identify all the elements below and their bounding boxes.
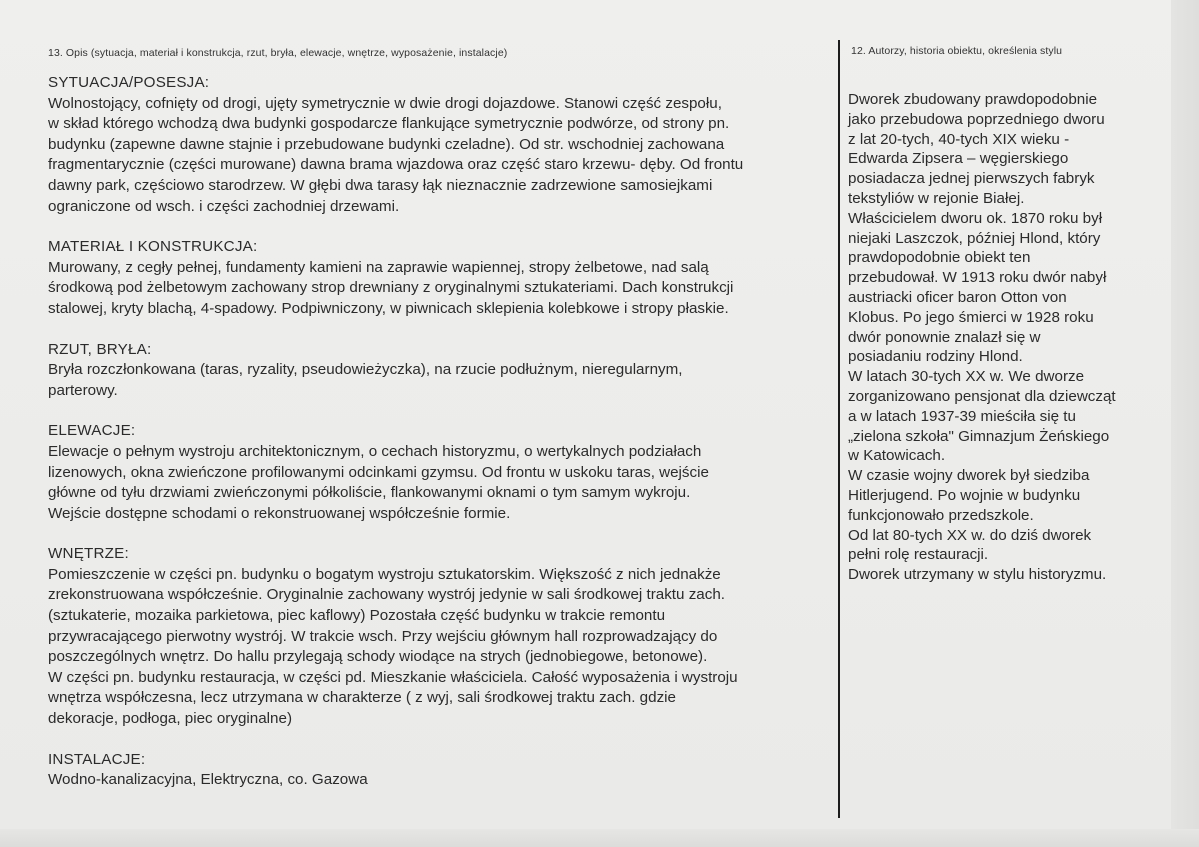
history-line: W czasie wojny dworek był siedziba [848, 467, 1090, 485]
text-line: w skład którego wchodzą dwa budynki gospodarcze flankujące symetrycznie podwórze, od strony pn. [48, 115, 730, 133]
text-line: lizenowych, okna zwieńczone profilowanymi odcinkami gzymsu. Od frontu w uskoku taras, wejście [48, 463, 709, 481]
text-line: parterowy. [48, 381, 118, 399]
section [48, 73, 833, 217]
history-line: w Katowicach. [848, 447, 946, 465]
history-line: zorganizowano pensjonat dla dziewcząt [848, 387, 1116, 405]
history-line: Klobus. Po jego śmierci w 1928 roku [848, 308, 1094, 326]
text-line: Wodno-kanalizacyjna, Elektryczna, co. Gazowa [48, 771, 368, 789]
section-title: RZUT, BRYŁA: [48, 340, 152, 358]
page-edge-bottom [0, 829, 1199, 847]
history-line: funkcjonowało przedszkole. [848, 506, 1034, 524]
section-title: MATERIAŁ I KONSTRUKCJA: [48, 238, 258, 256]
history-line: Od lat 80-tych XX w. do dziś dworek [848, 526, 1092, 544]
history-line: austriacki oficer baron Otton von [848, 288, 1067, 306]
history-line: prawdopodobnie obiekt ten [848, 249, 1031, 267]
section [48, 750, 833, 791]
history-line: z lat 20-tych, 40-tych XIX wieku - [848, 130, 1070, 148]
history-line: pełni rolę restauracji. [848, 546, 989, 564]
history-line: niejaki Laszczok, później Hlond, który [848, 229, 1101, 247]
description-column [48, 73, 833, 811]
text-line: środkową pod żelbetowym zachowany strop drewniany z oryginalnymi sztukateriami. Dach konstrukcji [48, 279, 734, 297]
text-line: W części pn. budynku restauracja, w części pd. Mieszkanie właściciela. Całość wyposażenia i wystroju [48, 668, 738, 686]
text-line: zrekonstruowana współcześnie. Oryginalnie zachowany wystrój jedynie w sali środkowej traktu zach. [48, 586, 725, 604]
history-column [848, 90, 1168, 585]
history-line: dwór ponownie znalazł się w [848, 328, 1041, 346]
text-line: przywracającego pierwotny wystrój. W trakcie wsch. Przy wejściu głównym hall rozprowadzający do [48, 627, 718, 645]
history-line: Edwarda Zipsera – węgierskiego [848, 150, 1069, 168]
history-line: posiadaniu rodziny Hlond. [848, 348, 1023, 366]
section-title: WNĘTRZE: [48, 545, 129, 563]
column-divider [838, 40, 840, 818]
section [48, 340, 833, 402]
text-line: dawny park, częściowo starodrzew. W głębi dwa tarasy łąk nieznacznie zadrzewione samosiejkami [48, 176, 713, 194]
left-column-header: 13. Opis (sytuacja, materiał i konstrukcja, rzut, bryła, elewacje, wnętrze, wyposażenie, instalacje) [48, 47, 508, 59]
page-edge-right [1171, 0, 1199, 847]
text-line: Wejście dostępne schodami o rekonstruowanej współcześnie formie. [48, 504, 511, 522]
text-line: wnętrza współczesna, lecz utrzymana w charakterze ( z wyj, sali środkowej traktu zach. gdzie [48, 689, 676, 707]
right-column-header: 12. Autorzy, historia obiektu, określenia stylu [851, 45, 1063, 57]
section-title: SYTUACJA/POSESJA: [48, 74, 210, 91]
text-line: Elewacje o pełnym wystroju architektonicznym, o cechach historyzmu, o wertykalnych podziałach [48, 442, 702, 460]
text-line: Wolnostojący, cofnięty od drogi, ujęty symetrycznie w dwie drogi dojazdowe. Stanowi część zespołu, [48, 94, 722, 112]
text-line: ograniczone od wsch. i części zachodniej drzewami. [48, 197, 400, 215]
history-line: W latach 30-tych XX w. We dworze [848, 368, 1085, 386]
text-line: Pomieszczenie w części pn. budynku o bogatym wystroju sztukatorskim. Większość z nich jednakże [48, 565, 721, 583]
section [48, 421, 833, 524]
history-line: posiadacza jednej pierwszych fabryk [848, 170, 1095, 188]
history-line: Dworek zbudowany prawdopodobnie [848, 91, 1098, 108]
text-line: Murowany, z cegły pełnej, fundamenty kamieni na zaprawie wapiennej, stropy żelbetowe, nad salą [48, 258, 709, 276]
text-line: stalowej, kryty blachą, 4-spadowy. Podpiwniczony, w piwnicach sklepienia kolebkowe i stropy płaskie. [48, 299, 729, 317]
section-title: ELEWACJE: [48, 422, 136, 440]
history-line: przebudował. W 1913 roku dwór nabył [848, 269, 1107, 287]
text-line: fragmentarycznie (części murowane) dawna brama wjazdowa oraz część staro krzewu- dęby. Od frontu [48, 156, 744, 174]
section [48, 544, 833, 729]
history-line: tekstyliów w rejonie Białej. [848, 189, 1025, 207]
text-line: dekoracje, podłoga, piec oryginalne) [48, 710, 293, 728]
text-line: budynku (zapewne dawne stajnie i przebudowane budynki czeladne). Od str. wschodniej zachowana [48, 135, 725, 153]
text-line: poszczególnych wnętrz. Do hallu przylegają schody wiodące na strych (jednobiegowe, betonowe). [48, 648, 708, 666]
section [48, 237, 833, 319]
history-line: Hitlerjugend. Po wojnie w budynku [848, 486, 1081, 504]
history-line: Właścicielem dworu ok. 1870 roku był [848, 209, 1103, 227]
section-title: INSTALACJE: [48, 750, 146, 768]
history-line: „zielona szkoła" Gimnazjum Żeńskiego [848, 427, 1110, 445]
history-line: jako przebudowa poprzedniego dworu [848, 110, 1105, 128]
history-line: Dworek utrzymany w stylu historyzmu. [848, 566, 1107, 584]
text-line: główne od tyłu drzwiami zwieńczonymi półkoliście, flankowanymi oknami o tym samym wykroju. [48, 484, 691, 502]
text-line: Bryła rozczłonkowana (taras, ryzality, pseudowieżyczka), na rzucie podłużnym, nieregularnym, [48, 361, 683, 379]
history-line: a w latach 1937-39 mieściła się tu [848, 407, 1076, 425]
text-line: (sztukaterie, mozaika parkietowa, piec kaflowy) Pozostała część budynku w trakcie remontu [48, 607, 666, 625]
